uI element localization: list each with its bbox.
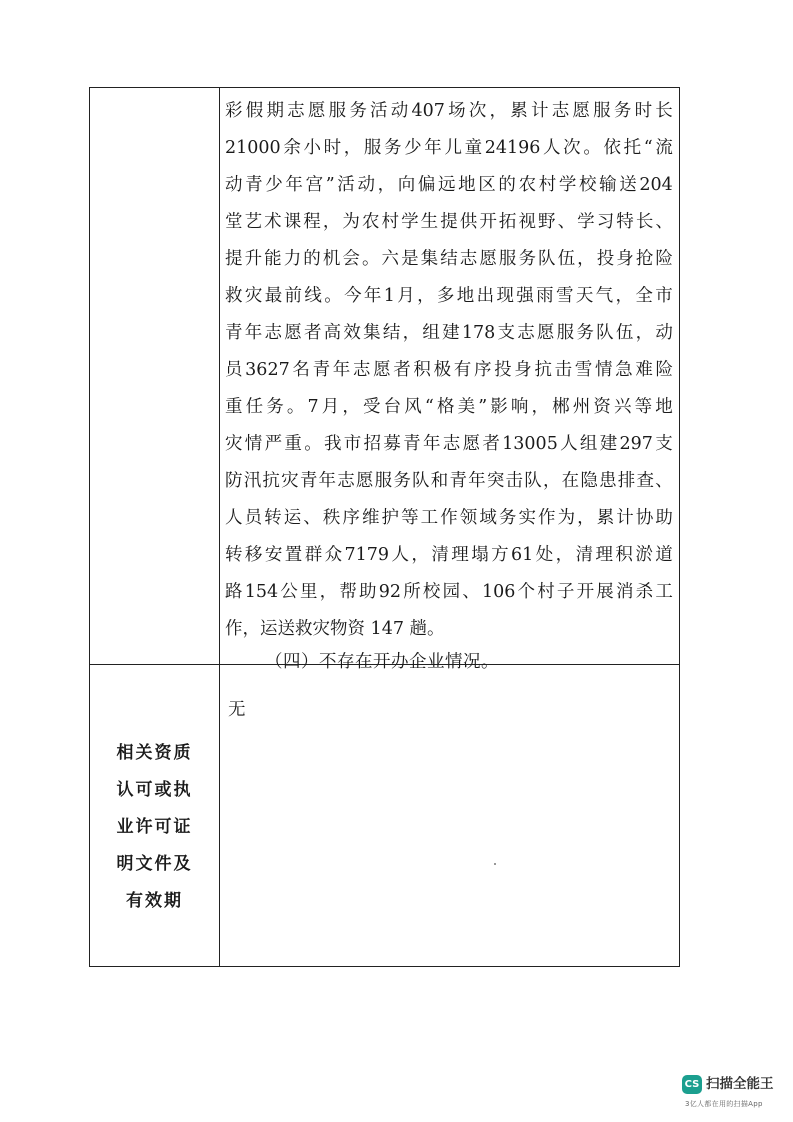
text-line: 灾 情 严 重 。 我 市 招 募 青 年 志 愿 者 13005 人 组 建 297 支 bbox=[225, 434, 673, 454]
text-line: 救 灾 最 前 线 。 今 年 1 月 ， 多 地 出 现 强 雨 雪 天 气 ， 全 市 bbox=[225, 286, 673, 306]
qualification-value: 无 bbox=[228, 700, 246, 720]
text-line: 员 3627 名 青 年 志 愿 者 积 极 有 序 投 身 抗 击 雪 情 急 难 险 bbox=[225, 360, 673, 380]
form-table bbox=[89, 87, 680, 967]
scan-speck bbox=[494, 863, 496, 865]
text-line: 作，运送救灾物资 147 趟。 bbox=[225, 619, 445, 639]
text-line: 人 员 转 运 、 秩 序 维 护 等 工 作 领 域 务 实 作 为 ， 累 计 协 助 bbox=[225, 508, 673, 528]
section-four-heading: （四）不存在开办企业情况。 bbox=[265, 652, 499, 672]
text-line: 21000 余 小 时 ， 服 务 少 年 儿 童 24196 人 次 。 依 托 “ 流 bbox=[225, 138, 673, 158]
scanner-watermark bbox=[682, 1075, 782, 1115]
label-line: 业许可证 bbox=[116, 817, 193, 837]
label-line: 认可或执 bbox=[116, 780, 193, 800]
text-line: 青 年 志 愿 者 高 效 集 结 ， 组 建 178 支 志 愿 服 务 队 伍 ， 动 bbox=[225, 323, 673, 343]
watermark-slogan: 3亿人都在用的扫描App bbox=[685, 1100, 763, 1108]
text-line: 转 移 安 置 群 众 7179 人 ， 清 理 塌 方 61 处 ， 清 理 积 淤 道 bbox=[225, 545, 673, 565]
text-line: 提 升 能 力 的 机 会 。 六 是 集 结 志 愿 服 务 队 伍 ， 投 身 抢 险 bbox=[225, 249, 673, 269]
label-line: 有效期 bbox=[126, 891, 183, 911]
text-line: 堂 艺 术 课 程 ， 为 农 村 学 生 提 供 开 拓 视 野 、 学 习 特 长 、 bbox=[225, 212, 673, 232]
text-line: 动 青 少 年 宫 ” 活 动 ， 向 偏 远 地 区 的 农 村 学 校 输 送 204 bbox=[225, 175, 673, 195]
label-line: 相关资质 bbox=[116, 743, 193, 763]
qualification-label-cell bbox=[90, 664, 219, 966]
text-line: 路 154 公 里 ， 帮 助 92 所 校 园 、 106 个 村 子 开 展 消 杀 工 bbox=[225, 582, 673, 602]
text-line: 彩 假 期 志 愿 服 务 活 动 407 场 次 ， 累 计 志 愿 服 务 时 长 bbox=[225, 101, 673, 121]
camscanner-logo-icon: CS bbox=[682, 1075, 702, 1094]
text-line: 防 汛 抗 灾 青 年 志 愿 服 务 队 和 青 年 突 击 队 ， 在 隐 患 排 查 、 bbox=[225, 471, 673, 491]
column-divider bbox=[219, 88, 220, 966]
watermark-app-name: 扫描全能王 bbox=[706, 1076, 774, 1092]
text-line: 重 任 务 。 7 月 ， 受 台 风 “ 格 美 ” 影 响 ， 郴 州 资 兴 等 地 bbox=[225, 397, 673, 417]
label-line: 明文件及 bbox=[116, 854, 193, 874]
